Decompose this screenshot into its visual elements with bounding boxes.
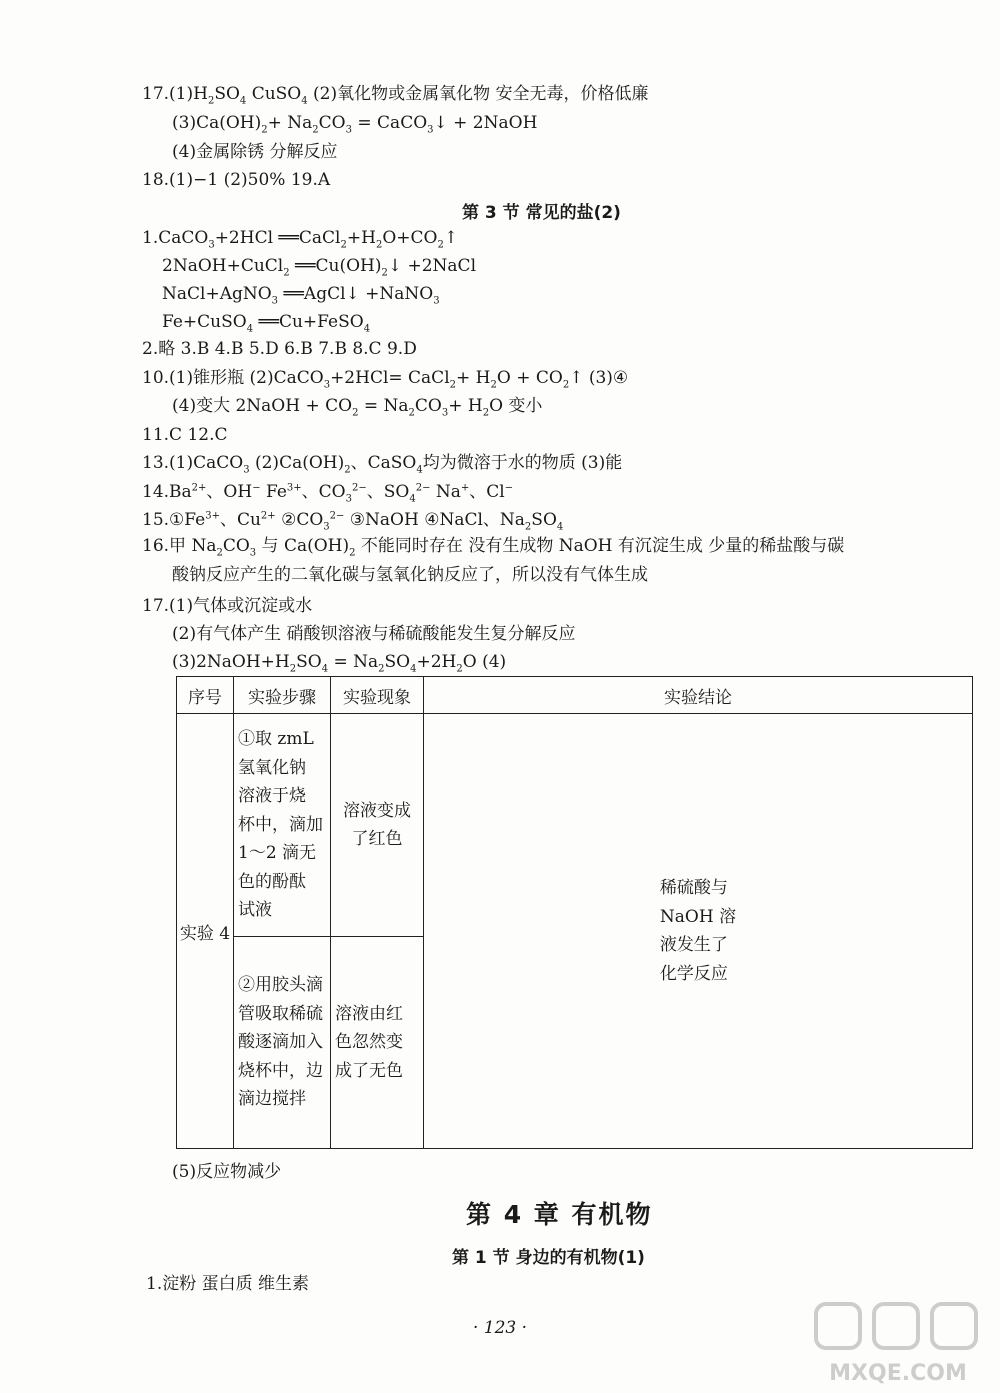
observation-1-text: 溶液变成 了红色 xyxy=(343,800,411,849)
experiment-table xyxy=(176,676,973,1149)
observation-2-text: 溶液由红 色忽然变 成了无色 xyxy=(335,1003,403,1081)
answer-1-eq3: NaCl+AgNO$_3$ ══AgCl↓ +NaNO$_3$ xyxy=(162,284,440,307)
watermark-logo-icon xyxy=(808,1300,988,1388)
answer-16-line1: 16.甲 $Na_2CO_3$ 与 $Ca(OH)_2$ 不能同时存在 没有生成物 NaOH 有沉淀生成 少量的稀盐酸与碳 xyxy=(142,536,845,559)
table-header-cell: 实验结论 xyxy=(424,677,973,714)
answer-14: $14.Ba^{2+}$、OH− $Fe^{3+}$、$CO_3^{2-}$、$SO_4^{2-}$ Na+、Cl− xyxy=(142,482,514,505)
table-header-cell: 序号 xyxy=(177,677,234,714)
table-header-row xyxy=(177,677,973,714)
step-1-text: ①取 zmL 氢氧化钠 溶液于烧 杯中，滴加 1～2 滴无 色的酚酞 试液 xyxy=(238,729,323,921)
answer-10-line2: (4)变大 2NaOH + $CO_2 = Na_2CO_3+ H_2O$ 变小 xyxy=(172,396,543,419)
conclusion-text: 稀硫酸与 NaOH 溶 液发生了 化学反应 xyxy=(659,878,737,984)
answer-13: 13.(1)CaCO$_3$ $(2)Ca(OH)_2$、CaSO$_4$均为微溶于水的物质 (3)能 xyxy=(142,453,623,476)
answer-17b-line1: 17.(1)气体或沉淀或水 xyxy=(142,596,313,616)
answer-18-19: 18.(1)−1 (2)50% 19.A xyxy=(142,170,331,190)
table-header-cell: 实验现象 xyxy=(331,677,424,714)
observation-cell xyxy=(331,937,424,1149)
table-header-cell: 实验步骤 xyxy=(234,677,331,714)
table-row xyxy=(177,714,973,937)
section-heading-3-3: 第 3 节 常见的盐(2) xyxy=(462,203,621,223)
conclusion-cell xyxy=(424,714,973,1149)
row-label-cell: 实验 4 xyxy=(177,714,234,1149)
answer-17-line1: $17.(1)H_2SO_4$ CuSO$_4$ (2)氧化物或金属氧化物 安全无毒，价格低廉 xyxy=(142,84,649,107)
answer-17b-line2: (2)有气体产生 硝酸钡溶液与稀硫酸能发生复分解反应 xyxy=(172,624,576,644)
watermark-text: MXQE.COM xyxy=(829,1361,967,1386)
answer-4-1-1: 1.淀粉 蛋白质 维生素 xyxy=(146,1274,310,1294)
answer-17-line2: $(3)Ca(OH)_2+ Na_2CO_3$ = CaCO$_3$↓ + 2NaOH xyxy=(172,113,538,136)
answer-1-eq4: Fe+CuSO$_4$ ══Cu+FeSO$_4$ xyxy=(162,312,371,335)
answer-10-line1: 10.(1)锥形瓶 (2)CaCO$_3$+2HCl= CaCl$_2$+ $H_2O$ + $CO_2↑$ (3)④ xyxy=(142,368,629,391)
answer-17-line3: (4)金属除锈 分解反应 xyxy=(172,142,338,162)
answer-11-12: 11.C 12.C xyxy=(142,425,228,445)
step-cell xyxy=(234,714,331,937)
answer-17b-line5: (5)反应物减少 xyxy=(172,1162,282,1182)
step-2-text: ②用胶头滴 管吸取稀硫 酸逐滴加入 烧杯中，边 滴边搅拌 xyxy=(238,975,323,1110)
observation-cell xyxy=(331,714,424,937)
page-number: · 123 · xyxy=(472,1318,528,1338)
chapter-heading-4: 第 4 章 有机物 xyxy=(466,1200,653,1229)
answer-2-9: 2.略 3.B 4.B 5.D 6.B 7.B 8.C 9.D xyxy=(142,339,417,359)
answer-1-eq2: 2NaOH+CuCl$_2$ $══Cu(OH)_2↓$ +2NaCl xyxy=(162,256,477,279)
answer-16-line2: 酸钠反应产生的二氧化碳与氢氧化钠反应了，所以没有气体生成 xyxy=(172,565,648,585)
section-heading-4-1: 第 1 节 身边的有机物(1) xyxy=(452,1248,645,1268)
answer-17b-line3: $(3)2NaOH+H_2SO_4 = Na_2SO_4+2H_2O$ (4) xyxy=(172,652,507,675)
step-cell xyxy=(234,937,331,1149)
answer-1-eq1: 1.CaCO$_3$+2HCl $══CaCl_2+H_2O+CO_2↑$ xyxy=(142,228,459,251)
answer-15: $15.①Fe^{3+}$、$Cu^{2+}$ $②CO_3^{2-}$ ③NaOH ④NaCl、$Na_2SO_4$ xyxy=(142,510,564,533)
